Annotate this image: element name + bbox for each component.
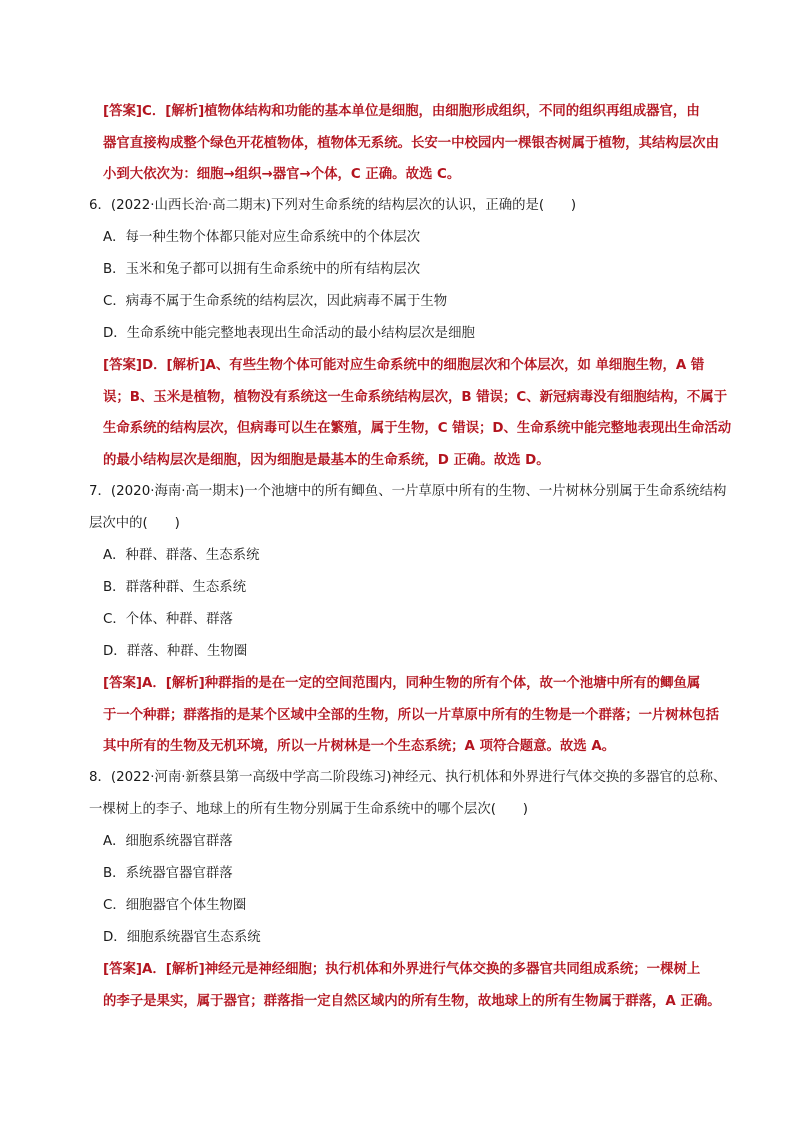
answer-line: 于一个种群；群落指的是某个区域中全部的生物，所以一片草原中所有的生物是一个群落；一片树林包括 (103, 707, 719, 723)
option-text: B．群落种群、生态系统 (103, 580, 247, 595)
option-a (103, 540, 723, 572)
option-a (103, 222, 723, 254)
question-line: 一棵树上的李子、地球上的所有生物分别属于生命系统中的哪个层次( ) (89, 801, 528, 817)
option-c (103, 604, 723, 636)
option-b (103, 858, 723, 890)
answer-line: 小到大依次为：细胞→组织→器官→个体，C 正确。故选 C。 (103, 167, 461, 182)
answer-line: 器官直接构成整个绿色开花植物体，植物体无系统。长安一中校园内一棵银杏树属于植物，其结构层次由 (103, 135, 719, 151)
option-text: D．群落、种群、生物圈 (103, 644, 248, 659)
question-stem (89, 476, 727, 539)
option-text: C．细胞器官个体生物圈 (103, 898, 247, 913)
answer-block (103, 96, 723, 191)
option-b (103, 572, 723, 604)
answer-line: 误；B、玉米是植物，植物没有系统这一生命系统结构层次，B 错误；C、新冠病毒没有细胞结构，不属于 (103, 389, 728, 405)
question-stem (89, 190, 709, 222)
answer-line: 生命系统的结构层次，但病毒可以生在繁殖，属于生物，C 错误；D、生命系统中能完整地表现出生命活动 (103, 421, 732, 436)
option-text: B．玉米和兔子都可以拥有生命系统中的所有结构层次 (103, 262, 421, 277)
question-line: 6．(2022·山西长治·高二期末)下列对生命系统的结构层次的认识，正确的是( ) (89, 198, 577, 213)
option-c (103, 286, 723, 318)
question-line: 8．(2022·河南·新蔡县第一高级中学高二阶段练习)神经元、执行机体和外界进行气体交换的多器官的总称、 (89, 770, 727, 785)
answer-line: [答案]C．[解析]植物体结构和功能的基本单位是细胞，由细胞形成组织，不同的组织再组成器官，由 (103, 104, 700, 119)
option-text: A．每一种生物个体都只能对应生命系统中的个体层次 (103, 230, 421, 245)
option-text: C．病毒不属于生命系统的结构层次，因此病毒不属于生物 (103, 294, 448, 309)
option-text: A．细胞系统器官群落 (103, 834, 233, 849)
option-c (103, 890, 723, 922)
answer-line: 其中所有的生物及无机环境，所以一片树林是一个生态系统；A 项符合题意。故选 A。 (103, 739, 616, 754)
option-d (103, 922, 723, 954)
answer-line: [答案]A．[解析]神经元是神经细胞；执行机体和外界进行气体交换的多器官共同组成系统；一棵树上 (103, 962, 701, 977)
answer-line: [答案]A．[解析]种群指的是在一定的空间范围内，同种生物的所有个体，故一个池塘中所有的鲫鱼属 (103, 676, 701, 691)
option-text: A．种群、群落、生态系统 (103, 548, 260, 563)
option-text: C．个体、种群、群落 (103, 612, 233, 627)
question-line: 7．(2020·海南·高一期末)一个池塘中的所有鲫鱼、一片草原中所有的生物、一片树林分别属于生命系统结构 (89, 484, 727, 499)
option-d (103, 636, 723, 668)
option-d (103, 318, 723, 350)
answer-line: [答案]D．[解析]A、有些生物个体可能对应生命系统中的细胞层次和个体层次，如 单细胞生物，A 错 (103, 358, 705, 373)
answer-block (103, 350, 732, 476)
option-text: D．细胞系统器官生态系统 (103, 930, 261, 945)
answer-block (103, 954, 723, 1017)
option-b (103, 254, 723, 286)
question-stem (89, 762, 727, 825)
answer-line: 的李子是果实，属于器官；群落指一定自然区域内的所有生物，故地球上的所有生物属于群落，A 正确。 (103, 993, 721, 1009)
option-a (103, 826, 723, 858)
option-text: B．系统器官器官群落 (103, 866, 233, 881)
answer-block (103, 668, 723, 763)
option-text: D．生命系统中能完整地表现出生命活动的最小结构层次是细胞 (103, 326, 475, 341)
question-line: 层次中的( ) (89, 515, 180, 531)
answer-line: 的最小结构层次是细胞，因为细胞是最基本的生命系统，D 正确。故选 D。 (103, 452, 550, 468)
